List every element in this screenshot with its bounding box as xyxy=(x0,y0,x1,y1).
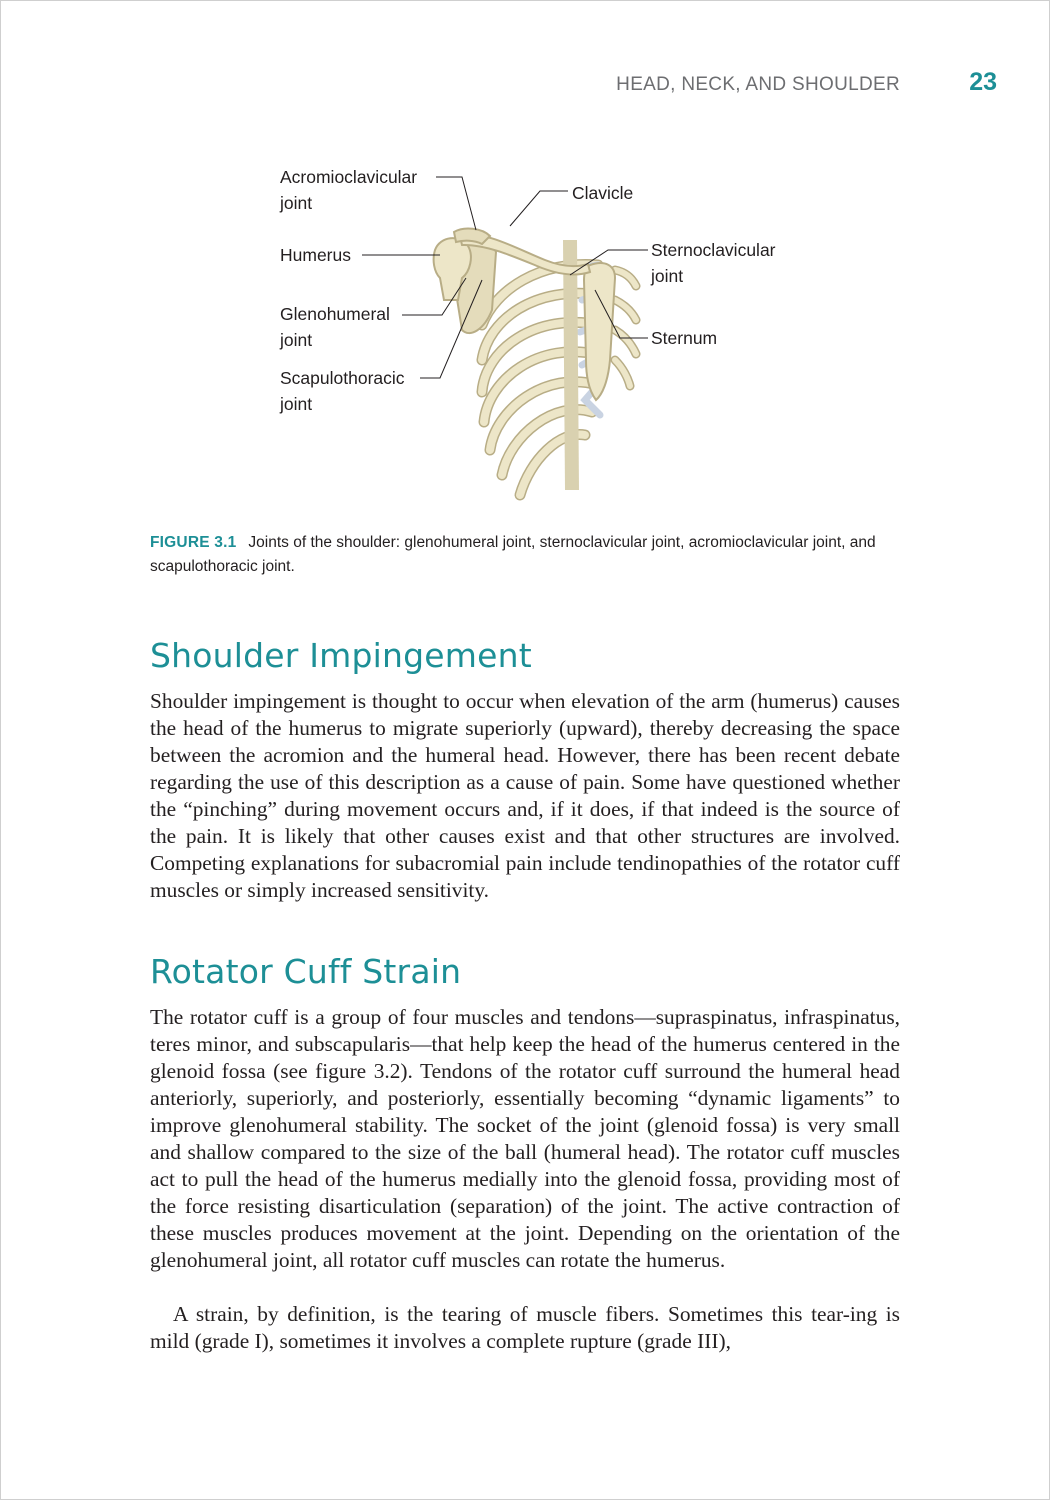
heading-rotator-cuff-strain: Rotator Cuff Strain xyxy=(150,952,462,991)
label-acromioclavicular-joint: Acromioclavicular joint xyxy=(280,167,418,213)
page-number: 23 xyxy=(969,68,997,96)
figure-caption-text: Joints of the shoulder: glenohumeral joint, sternoclavicular joint, acromioclavicular joint, and scapulothoracic joint. xyxy=(150,534,876,575)
label-humerus: Humerus xyxy=(280,245,351,265)
label-clavicle: Clavicle xyxy=(572,183,634,203)
label-glenohumeral-joint: Glenohumeral joint xyxy=(280,304,390,350)
label-scapulothoracic-joint: Scapulothoracic joint xyxy=(280,368,405,414)
spine xyxy=(570,240,572,490)
paragraph-rotator-cuff-1: The rotator cuff is a group of four muscles and tendons—supraspinatus, infraspinatus, teres minor, and subscapularis—that help keep the head of the humerus centered in the glenoid fossa (see figure 3.2). Tendons of the rotator cuff surround the humeral head anteriorly, superiorly, and posteriorly, essentially becoming “dynamic ligaments” to improve glenohumeral stability. The socket of the joint (glenoid fossa) is very small and shallow compared to the size of the ball (humeral head). The rotator cuff muscles act to pull the head of the humerus medially into the glenoid fossa, providing most of the force resisting disarticulation (separation) of the joint. The active contraction of these muscles produces movement at the joint. Depending on the orientation of the glenohumeral joint, all rotator cuff muscles can rotate the humerus. xyxy=(150,1005,900,1272)
label-sternum: Sternum xyxy=(651,328,718,348)
figure-shoulder-joints xyxy=(270,160,810,510)
heading-shoulder-impingement: Shoulder Impingement xyxy=(150,636,532,675)
paragraph-shoulder-impingement: Shoulder impingement is thought to occur when elevation of the arm (humerus) causes the head of the humerus to migrate superiorly (upward), thereby decreasing the space between the acromion and the humeral head. However, there has been recent debate regarding the use of this description as a cause of pain. Some have questioned whether the “pinching” during movement occurs and, if it does, if that indeed is the source of the pain. It is likely that other causes exist and that other structures are involved. Competing explanations for subacromial pain include tendinopathies of the rotator cuff muscles or simply increased sensitivity. xyxy=(150,689,900,902)
running-head: HEAD, NECK, AND SHOULDER xyxy=(616,74,900,95)
paragraph-rotator-cuff-2: A strain, by definition, is the tearing of muscle fibers. Sometimes this tear-ing is mild (grade I), sometimes it involves a complete rupture (grade III), xyxy=(150,1302,900,1353)
sternum-bone xyxy=(584,263,615,400)
figure-caption xyxy=(150,531,890,579)
figure-number: FIGURE 3.1 xyxy=(150,534,237,551)
label-sternoclavicular-joint: Sternoclavicular joint xyxy=(651,240,776,286)
acromion-bone xyxy=(454,229,490,244)
